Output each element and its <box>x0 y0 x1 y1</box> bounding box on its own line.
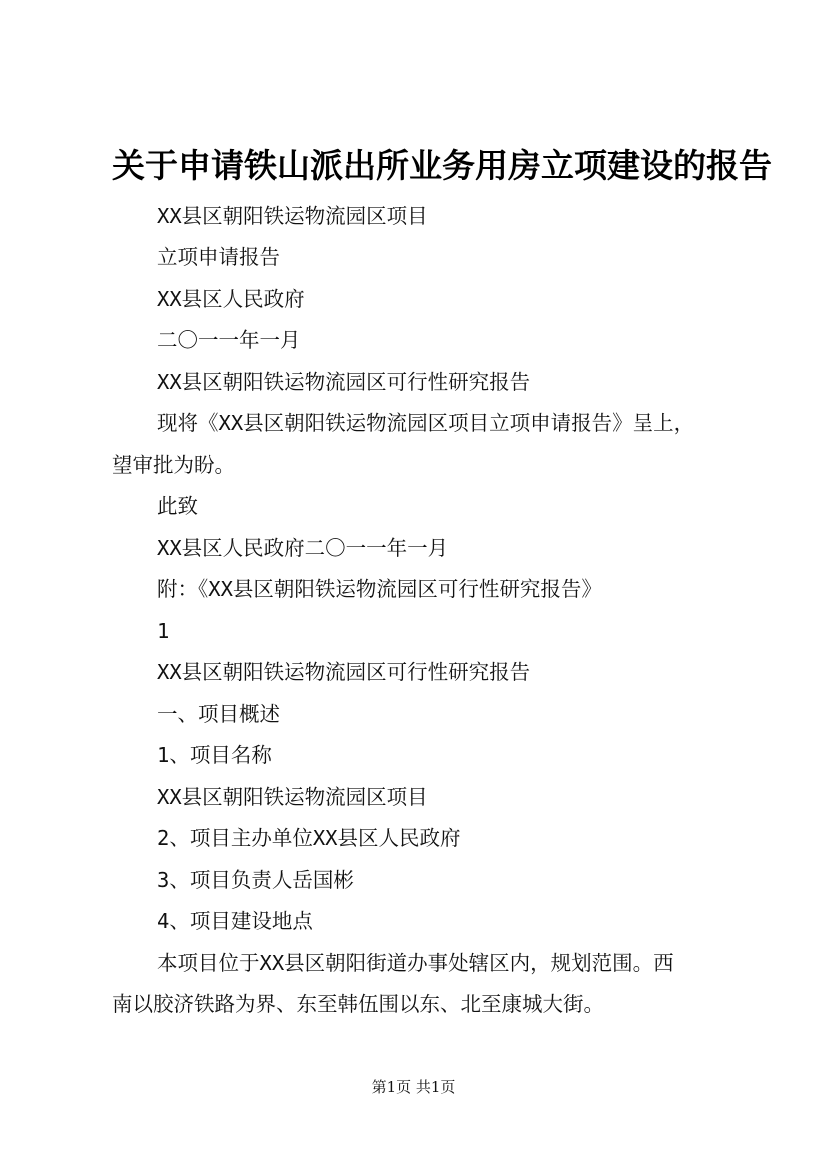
text-line-attachment: 附：《XX县区朝阳铁运物流园区可行性研究报告》 <box>157 577 602 601</box>
text-line-date: 二〇一一年一月 <box>157 328 301 352</box>
text-line-item-name-value: XX县区朝阳铁运物流园区项目 <box>157 785 428 809</box>
text-line-submission: 现将《XX县区朝阳铁运物流园区项目立项申请报告》呈上， <box>157 411 695 435</box>
text-line-item-name-label: 1、项目名称 <box>157 743 272 767</box>
page-footer: 第1页 共1页 <box>371 1078 456 1096</box>
text-line-issuer: XX县区人民政府 <box>157 287 305 311</box>
text-line-submission-cont: 望审批为盼。 <box>112 453 235 477</box>
text-line-page-number: 1 <box>157 619 170 643</box>
text-line-location-desc-cont: 南以胶济铁路为界、东至韩伍围以东、北至康城大街。 <box>112 992 604 1016</box>
text-line-section-overview: 一、项目概述 <box>157 702 280 726</box>
text-line-project-name: XX县区朝阳铁运物流园区项目 <box>157 204 428 228</box>
text-line-salutation: 此致 <box>157 494 198 518</box>
text-line-location-desc: 本项目位于XX县区朝阳街道办事处辖区内，规划范围。西 <box>157 951 674 975</box>
document-title: 关于申请铁山派出所业务用房立项建设的报告 <box>112 146 772 185</box>
text-line-item-sponsor: 2、项目主办单位XX县区人民政府 <box>157 826 461 850</box>
text-line-feasibility-title: XX县区朝阳铁运物流园区可行性研究报告 <box>157 370 531 394</box>
text-line-item-location-label: 4、项目建设地点 <box>157 909 313 933</box>
text-line-report-heading: XX县区朝阳铁运物流园区可行性研究报告 <box>157 660 531 684</box>
text-line-report-type: 立项申请报告 <box>157 245 280 269</box>
text-line-signature: XX县区人民政府二〇一一年一月 <box>157 536 449 560</box>
text-line-item-manager: 3、项目负责人岳国彬 <box>157 868 354 892</box>
